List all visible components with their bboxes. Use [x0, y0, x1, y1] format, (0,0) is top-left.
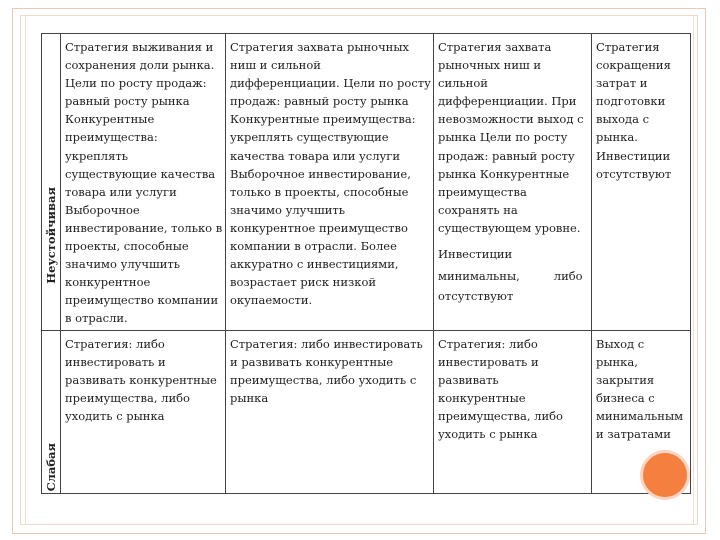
- frame-line-left: [25, 15, 26, 525]
- cell-unstable-col1: [61, 34, 226, 331]
- row-label-unstable-text: Неустойчивая: [44, 186, 58, 284]
- cell-text: Стратегия: либо инвестировать и развивать конкурентные преимущества, либо уходить с рынка: [230, 336, 423, 405]
- cell-weak-col3: [434, 330, 592, 493]
- cell-unstable-col4: [592, 34, 691, 331]
- investments-label: Инвестиции: [438, 247, 513, 262]
- strategy-table: [41, 33, 691, 494]
- cell-text: Выход с рынка, закрытия бизнеса с минимальным и затратами: [596, 336, 684, 441]
- cell-weak-col2: [226, 330, 434, 493]
- absent-word: отсутствуют: [438, 289, 514, 304]
- investments-minimal-line: [438, 267, 589, 285]
- cell-unstable-col3: [434, 34, 592, 331]
- cell-text: Стратегия сокращения затрат и подготовки выхода с рынка. Инвестиции отсутствуют: [596, 40, 672, 181]
- cell-text: Стратегия: либо инвестировать и развивать конкурентные преимущества, либо уходить с рынка: [438, 336, 563, 441]
- cell-text: Стратегия: либо инвестировать и развивать конкурентные преимущества, либо уходить с рынка: [65, 336, 217, 423]
- cell-text: Стратегия захвата рыночных ниш и сильной дифференциации. Цели по росту продаж: равный росту рынка Конкурентные преимущества: укреплять существующие качества товара или услуги Выборочное инвестирование, только в проекты, способные значимо улучшить конкурентное преимущество компании в отрасли. Более аккуратно с инвестициями, возрастает риск низкой окупаемости.: [230, 40, 431, 308]
- cell-text: Стратегия выживания и сохранения доли рынка. Цели по росту продаж: равный росту рынка Конкурентные преимущества: укреплять существующие качества товара или услуги Выборочное инвестирование, только в проекты, способные значимо улучшить конкурентное преимущество компании в отрасли.: [65, 40, 223, 326]
- row-label-weak: [42, 330, 61, 493]
- table-row-unstable: [42, 34, 691, 331]
- cell-weak-col1: [61, 330, 226, 493]
- minimal-word: минимальны,: [438, 269, 520, 284]
- or-word: либо: [553, 269, 583, 284]
- row-label-weak-text: Слабая: [44, 442, 58, 492]
- table-row-weak: [42, 330, 691, 493]
- frame-line-right: [693, 15, 694, 525]
- cell-text: Стратегия захвата рыночных ниш и сильной дифференциации. При невозможности выход с рынка Цели по росту продаж: равный росту рынка Конкурентные преимущества сохранять на существующем уровне.: [438, 40, 584, 235]
- row-label-unstable: [42, 34, 61, 331]
- cell-unstable-col2: [226, 34, 434, 331]
- decorative-circle-icon: [640, 450, 690, 500]
